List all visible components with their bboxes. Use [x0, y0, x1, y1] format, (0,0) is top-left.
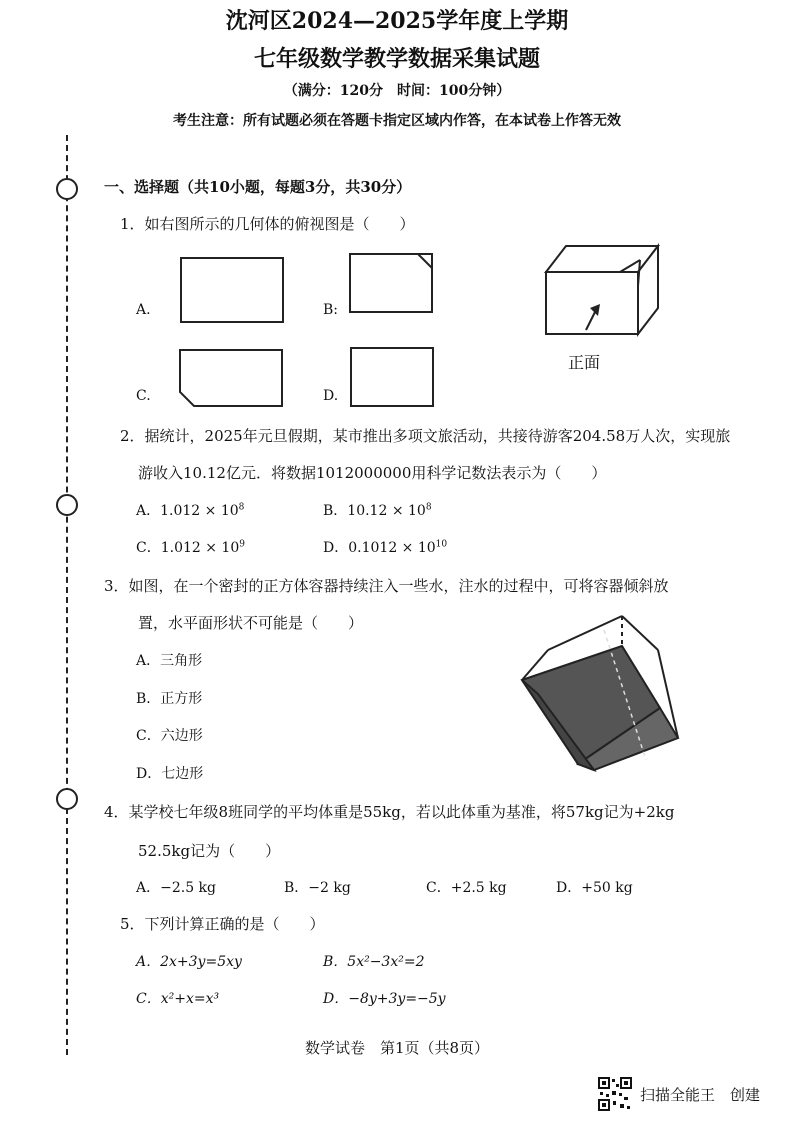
binding-line [66, 135, 68, 1055]
q3-option-d: D．七边形 [136, 766, 204, 782]
binding-hole [56, 178, 78, 200]
q5-option-c: C．x²+x=x³ [136, 991, 220, 1007]
question-2-line2: 游收入10.12亿元．将数据1012000000用科学记数法表示为（ ） [138, 464, 607, 482]
q3-option-c: C．六边形 [136, 728, 203, 744]
question-2-line1: 2．据统计，2025年元旦假期，某市推出多项文旅活动，共接待游客204.58万人次，实现旅 [120, 427, 731, 445]
q1-option-a-figure [180, 257, 284, 323]
title-line1: 沈河区2024—2025学年度上学期 [225, 8, 569, 34]
question-4-line1: 4．某学校七年级8班同学的平均体重是55kg，若以此体重为基准，将57kg记为+2kg [104, 803, 675, 821]
q4-option-d: D．+50 kg [556, 880, 633, 896]
q1-option-c-figure [178, 346, 284, 410]
q3-tilted-cube-figure [518, 610, 694, 774]
question-1-stem: 1．如右图所示的几何体的俯视图是（ ） [120, 215, 415, 233]
q1-option-d-label: D. [323, 388, 339, 404]
q5-option-b: B．5x²−3x²=2 [323, 954, 425, 970]
q1-option-b-figure [348, 252, 436, 316]
scanner-watermark: 扫描全能王 创建 [640, 1086, 761, 1104]
qr-code-icon [598, 1077, 632, 1111]
front-view-label: 正面 [568, 353, 601, 372]
q2-option-c: C．$1.012 \times 10^9$ [136, 539, 245, 556]
q2-option-a: A．$1.012 \times 10^8$ [136, 502, 245, 519]
q1-solid-figure [540, 238, 670, 338]
q2-option-d: D．$0.1012 \times 10^{10}$ [323, 539, 448, 556]
q4-option-a: A．−2.5 kg [136, 880, 217, 896]
q2-option-b: B．$10.12 \times 10^8$ [323, 502, 432, 519]
question-3-line2: 置，水平面形状不可能是（ ） [138, 614, 364, 632]
q3-option-a: A．三角形 [136, 653, 203, 669]
question-3-line1: 3．如图，在一个密封的正方体容器持续注入一些水，注水的过程中，可将容器倾斜放 [104, 577, 669, 595]
binding-hole [56, 788, 78, 810]
q5-option-a: A．2x+3y=5xy [136, 954, 242, 970]
q5-option-d: D．−8y+3y=−5y [323, 991, 446, 1007]
page-footer: 数学试卷 第1页（共8页） [304, 1039, 490, 1057]
section-heading: 一、选择题（共10小题，每题3分，共30分） [104, 178, 412, 196]
q1-option-a-label: A. [136, 302, 151, 318]
binding-hole [56, 494, 78, 516]
exam-info: （满分：120分 时间：100分钟） [283, 83, 511, 99]
q4-option-c: C．+2.5 kg [426, 880, 507, 896]
q1-option-c-label: C. [136, 388, 151, 404]
question-4-line2: 52.5kg记为（ ） [138, 842, 281, 860]
exam-notice: 考生注意：所有试题必须在答题卡指定区域内作答，在本试卷上作答无效 [173, 113, 621, 129]
q1-option-d-figure [350, 347, 434, 407]
title-line2: 七年级数学教学数据采集试题 [253, 46, 540, 72]
q1-option-b-label: B: [323, 302, 339, 318]
q4-option-b: B．−2 kg [284, 880, 351, 896]
q3-option-b: B．正方形 [136, 691, 203, 707]
question-5-stem: 5．下列计算正确的是（ ） [120, 915, 325, 933]
